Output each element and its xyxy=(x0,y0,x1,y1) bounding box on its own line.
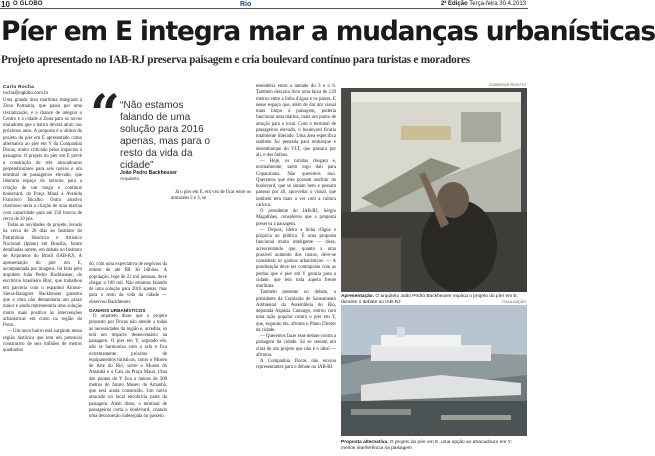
pull-quote xyxy=(90,84,250,188)
paragraph: — Depois, libera a linha d'água e propicia ao público. É uma proposta funcional muito inteligente — disse, acrescentando que, quanto a uma possível aumento dos custos, deve-se considerar os ganhos urbanísticos. — A ponderação deve ser contraposta com as perdas que o píer em Y geraria para a cidade, que tem toda aquela frente marítima. xyxy=(256,227,336,289)
quote-mark-icon: “ xyxy=(90,84,120,145)
photo-credit: DIVULGAÇÃO xyxy=(502,300,526,304)
author-name: Carla Rocha xyxy=(3,84,35,89)
caption-text: O projeto do píer em E, uma opção ao atracadouro em Y: menos interferência na paisagem xyxy=(341,440,512,451)
section-subhead: GANHOS URBANÍSTICOS xyxy=(89,307,146,313)
article-column-1 xyxy=(3,98,82,450)
caption-label: Proposta alternativa. xyxy=(341,440,389,445)
edition-info xyxy=(441,0,526,9)
caption-label: Apresentação. xyxy=(341,294,375,299)
paragraph: Já o píer em E, em vez de ficar entre os armazéns 2 e 3, se xyxy=(171,190,251,202)
article-column-3 xyxy=(171,190,251,452)
presentation-photo xyxy=(341,88,527,292)
paragraph: Todas as novidades do projeto, levado há cerca de 20 dias ao Instituto do Patrimônio Histórico e Artístico Nacional (Iphan) em Brasília, foram detalhadas ontem, em debate no Instituto de Arquitetos do Brasil (IAB-RJ). A apresentação do píer em E, acompanhada por imagens, foi feita pelo arquiteto João Pedro Backheuser, do escritório brasileiro Blac, que trabalhou em parceria com o espanhol Alonso-Sierra-Balaguer. Backheuser garantiu que a obra não demandaria um prazo maior e ainda representaria uma solução muito mais positiva às intervenções urbanísticas em curso na região do Porto. xyxy=(3,223,82,328)
byline xyxy=(3,84,48,96)
paragraph: A Companhia Docas não enviou representantes para o debate no IAB-RJ. xyxy=(256,359,336,371)
paragraph: — Hoje, os turistas chegam e, normalmente, saem logo dali para Copacabana. Não queremos isso. Queremos que eles possam usufruir do boulevard, que se sintam bem e possam passear por ali, aproveitar o visual, que também tem mais a ver com a cultura carioca. xyxy=(256,159,336,208)
paragraph: O presidente do IAB-RJ, Sérgio Magalhães, considerou que a proposta preserva a paisagem. xyxy=(256,209,336,227)
quote-role: Arquiteto xyxy=(120,177,140,182)
paragraph: O arquiteto disse que o projeto proposto por Docas não atende a todas as necessidades da região e, acredita, só terá um impacto desnecessário na paisagem. O píer em Y, segundo ele, não se harmoniza com a orla e fica extremamente próximo de equipamentos turísticos, como o Museu de Arte do Rio, sobre o Museu do Amanhã e o Cais da Praça Mauá. Uma das pontas do Y fica a menos de 300 metros do futuro Museu do Amanhã, que será ainda construído. Um navio atracado no local encobriria parte da paisagem. Além disso, o terminal de passageiros corta o boulevard, criando uma desconexão indesejada no passeio. xyxy=(89,314,167,419)
photo-caption xyxy=(341,440,527,452)
presentation-photo-image xyxy=(341,88,527,292)
paragraph: Uma grande área marítima integrada à Zona Portuária, que passa por uma revitalização, e a chance de integrar o Centro e a cidade a Zona para os novos moradores que o bairro deverá atrair nos próximos anos. A proposta é a ultima do projeto do píer em E apresentado como alternativa ao píer em Y da Companhia Docas, muito criticado pelos impactos à paisagem. O projeto do píer em E prevê a construção de três atracadouros perpendiculares para seis navios e um terminal de passageiros elevado, que liberaria espaço do entorno para a criação de um longo e contínuo boulevard, da Praça Mauá à Avenida Francisco Bicalho. Outro atrativo charmoso seria a criação de uma marina com capacidade para até 250 barcos de cerca de 30 pés. xyxy=(3,98,82,222)
caption-text: O arquiteto João Pedro Backheuser explica o projeto do píer em E, durante o debate no IAB-RJ xyxy=(341,294,519,305)
newspaper-name: O GLOBO xyxy=(13,1,43,7)
article-column-2 xyxy=(89,262,167,452)
headline: Píer em E integra mar a mudanças urbanísticas xyxy=(1,16,655,47)
pier-rendering-image xyxy=(341,305,527,436)
paragraph: — Queremos fazer esse debate contra a paisagem da cidade. Só se sentam em cima de um projeto que não é o ideal — afirmou. xyxy=(256,334,336,358)
pier-rendering-photo xyxy=(341,305,527,436)
section-name: Rio xyxy=(240,1,252,8)
author-email: rocha@oglobo.com.br xyxy=(3,90,49,95)
quote-text: “Não estamos falando de uma solução para 2016 apenas, mas para o resto da vida da cidade” xyxy=(120,100,211,171)
paragraph: do, com uma expectativa de negócios da ordem de até R$ 30 bilhões. A população, hoje de 22 mil pessoas, deve chegar a 100 mil. Não estamos falando de uma solução para 2016 apenas, mas para o resto da vida da cidade — observou Backheuser. xyxy=(89,262,167,305)
quote-author: João Pedro Backheuser xyxy=(120,170,177,176)
edition-date: Terça-feira 30.4.2013 xyxy=(469,1,526,7)
page-number: 10 xyxy=(1,0,10,9)
subheadline: Projeto apresentado no IAB-RJ preserva paisagem e cria boulevard contínuo para turistas e moradores xyxy=(1,54,470,66)
paragraph: estenderia entre a metade do 3 e o 6. Também deixaria livre uma faixa de 120 metros entre a linha d'água e os píeres. E nesse espaço que, além de dar um visual mais limpo à paisagem, poderia funcionar uma marina, mais um ponto de atração para o local. Com o terminal de passageiros elevado, o boulevard ficaria totalmente liberado. Uma área específica também foi pensada para embarque e desembarque do VLT, que passará por ali, e dos ônibus. xyxy=(256,84,336,158)
photo-credit: DOMINGOS PEIXOTO xyxy=(489,83,526,87)
edition-label: 2ª Edição xyxy=(440,1,468,7)
paragraph: — Um novo bairro está surgindo nessa região histórica que tem um potencial construtivo de seis milhões de metros quadrados xyxy=(3,329,82,353)
page-header xyxy=(0,0,528,9)
paragraph: Também presente no debate, a presidente da Comissão de Saneamento Ambiental da Assembleia do Rio, deputada Aspásia Camargo, entrou com uma ação popular contra o píer em Y, que, segundo ela, afronta o Plano Diretor da cidade. xyxy=(256,290,336,333)
article-column-4 xyxy=(256,84,336,454)
